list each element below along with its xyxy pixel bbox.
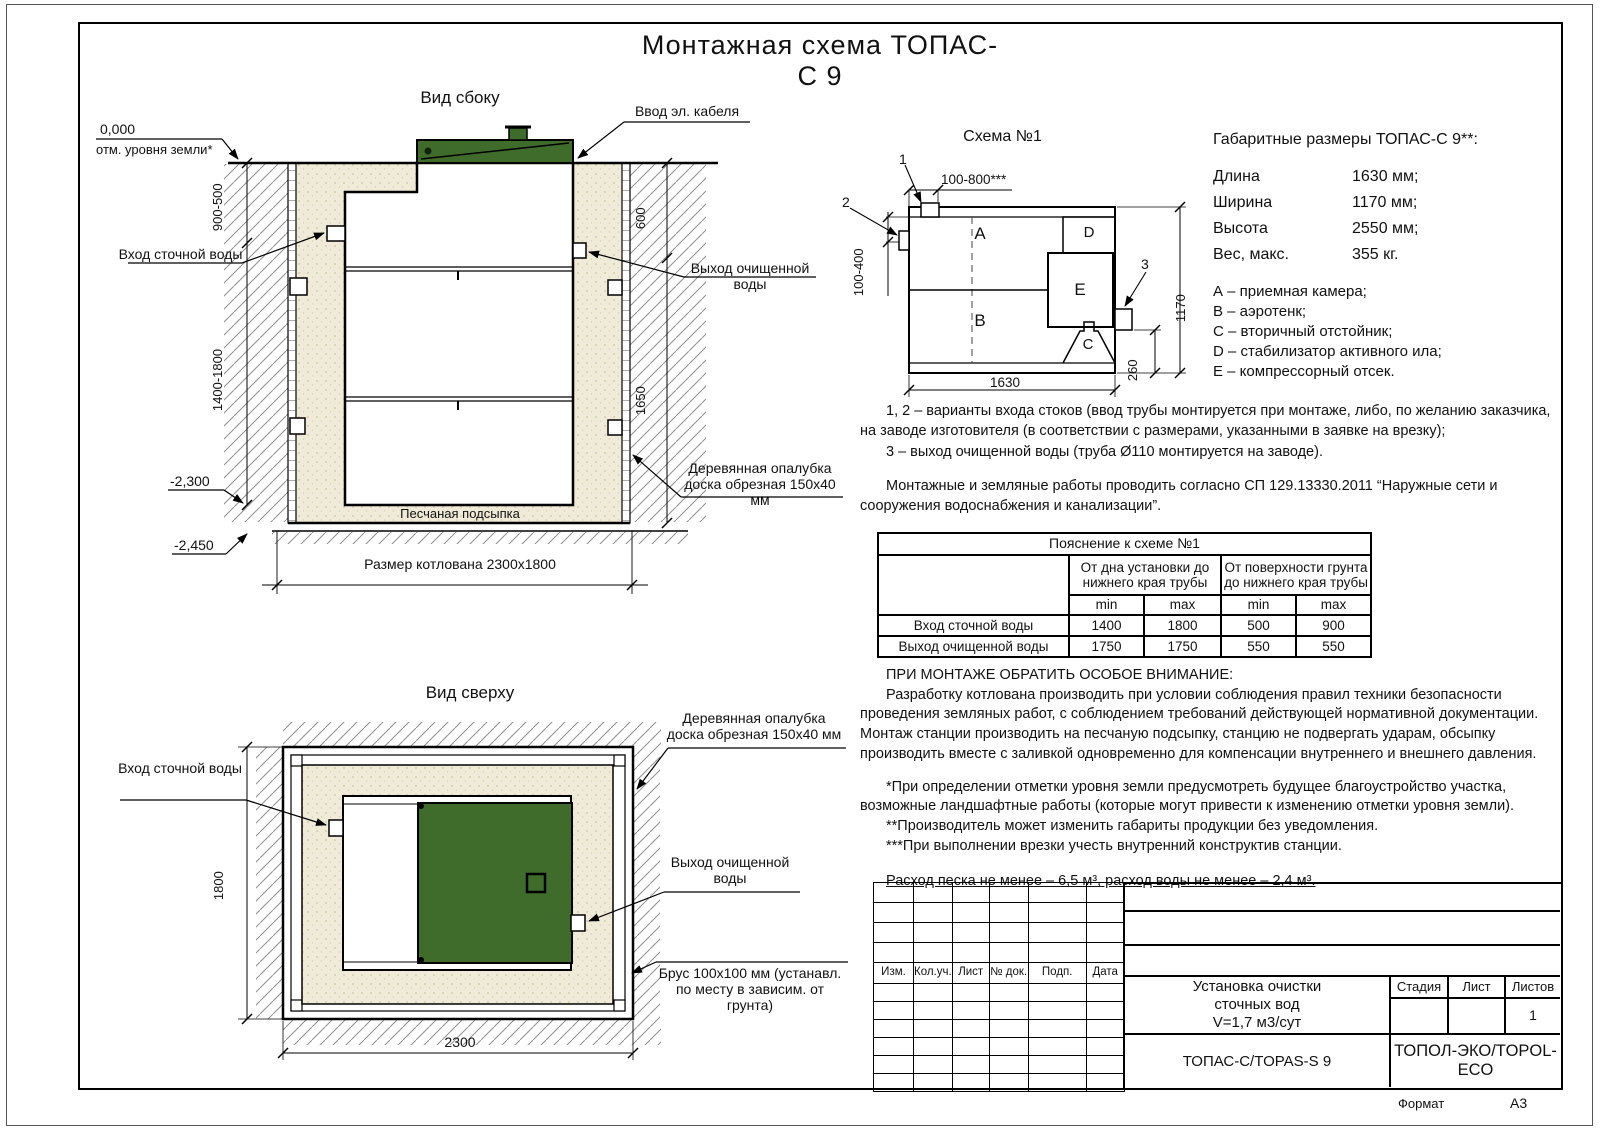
sv-outlet-label: Выход очищенной воды <box>690 260 810 293</box>
stamp-revision-grid <box>873 882 1125 1092</box>
stamp-company: ТОПОЛ-ЭКО/TOPOL-ECO <box>1394 1042 1557 1079</box>
scheme1-title: Схема №1 <box>963 128 1042 145</box>
dim-260: 260 <box>1124 359 1140 382</box>
stamp-col-izm: Изм. <box>874 963 914 984</box>
table-group2-header: От поверхности грунта до нижнего края трубы <box>1221 555 1371 595</box>
compartment-d: D <box>1083 224 1095 241</box>
ground-note-label: отм. уровня земли* <box>96 142 213 157</box>
dim-1170: 1170 <box>1172 294 1188 323</box>
stamp-col-list: Лист <box>952 963 989 984</box>
table-cell: 1750 <box>1144 636 1221 657</box>
footnote-2: **Производитель может изменить габариты продукции без уведомления. <box>886 818 1379 835</box>
compartment-e: E <box>1074 280 1086 299</box>
panel-row-label: Ширина <box>1213 194 1273 211</box>
legend-d: D – стабилизатор активного ила; <box>1213 343 1442 360</box>
legend-c: С – вторичный отстойник; <box>1213 323 1393 340</box>
stamp-doc-title-line3: V=1,7 м3/сут <box>1212 1014 1302 1031</box>
legend-e: Е – компрессорный отсек. <box>1213 363 1395 380</box>
table-max-header: max <box>1144 595 1221 615</box>
note-sp: Монтажные и земляные работы проводить согласно СП 129.13330.2011 “Наружные сети и сооружения водоснабжения и канализации”. <box>860 478 1498 514</box>
stamp-main-block <box>1123 882 1563 1090</box>
note-3: 3 – выход очищенной воды (труба Ø110 монтируется на заводе). <box>886 444 1323 461</box>
cable-entry-label: Ввод эл. кабеля <box>634 103 740 119</box>
panel-row-value: 1630 мм; <box>1352 168 1419 185</box>
sv-inlet-label: Вход сточной воды <box>118 246 243 262</box>
sv-formwork-label: Деревянная опалубка доска обрезная 150x40 мм <box>684 460 836 509</box>
table-row-label: Выход очищенной воды <box>878 636 1069 657</box>
tv-inlet-label: Вход сточной воды <box>118 760 242 776</box>
attention-p1: Разработку котлована производить при условии соблюдения правил техники безопасности проведения земляных работ, с соблюдением требований действующей нормативной документации. Монтаж станции производить на песчаную подсыпку, станцию не подвергать ударам, обсыпку производить вместе с заливкой одновременно для компенсации внутреннего и внешнего давления. <box>860 686 1539 762</box>
table-cell: 1750 <box>1069 636 1144 657</box>
legend-b: В – аэротенк; <box>1213 303 1307 320</box>
table-cell: 500 <box>1221 615 1296 636</box>
side-view-drawing <box>96 122 843 594</box>
panel-row-value: 1170 мм; <box>1352 194 1418 211</box>
legend-a: А – приемная камера; <box>1213 283 1367 300</box>
stamp-sheets-value: 1 <box>1529 1007 1537 1023</box>
table-min-header: min <box>1069 595 1144 615</box>
stamp-col-dok: № док. <box>989 963 1028 984</box>
consumption-note: Расход песка не менее – 6,5 м³, расход воды не менее – 2,4 м³. <box>886 873 1316 890</box>
panel-row-label: Высота <box>1213 220 1268 237</box>
marker-1: 1 <box>899 151 907 167</box>
table-cell: 550 <box>1221 636 1296 657</box>
level-minus-2450-label: -2,450 <box>174 537 214 553</box>
side-view-title: Вид сбоку <box>420 88 500 107</box>
panel-row-label: Вес, макс. <box>1213 246 1289 263</box>
explanation-table <box>877 532 1372 658</box>
table-cell: 1800 <box>1144 615 1221 636</box>
footnote-3: ***При выполнении врезки учесть внутренний конструктив станции. <box>886 837 1342 854</box>
dim-600: 600 <box>632 207 648 230</box>
stamp-col-koluch: Кол.уч. <box>914 963 953 984</box>
level-minus-2300-label: -2,300 <box>170 473 210 489</box>
table-min-header: min <box>1221 595 1296 615</box>
dim-1650: 1650 <box>632 386 648 416</box>
tv-outlet-label: Выход очищенной воды <box>670 854 790 887</box>
attention-title: ПРИ МОНТАЖЕ ОБРАТИТЬ ОСОБОЕ ВНИМАНИЕ: <box>886 667 1234 683</box>
table-cell: 1400 <box>1069 615 1144 636</box>
format-label: Формат <box>1398 1096 1445 1111</box>
dim-1400-1800: 1400-1800 <box>209 348 225 412</box>
tv-beam-label: Брус 100x100 мм (устанавл. по месту в зависим. от грунта) <box>658 965 842 1014</box>
dim-900-500: 900-500 <box>209 183 225 232</box>
table-row-label: Вход сточной воды <box>878 615 1069 636</box>
compartment-a: A <box>974 224 986 243</box>
stamp-doc-title-line2: сточных вод <box>1214 996 1300 1013</box>
panel-row-value: 355 кг. <box>1352 246 1399 263</box>
table-cell: 550 <box>1296 636 1371 657</box>
stamp-doc-title <box>1125 977 1389 1033</box>
page-title: Монтажная схема ТОПАС-С 9 <box>641 30 999 92</box>
compartment-c: C <box>1082 336 1094 353</box>
panel-row-label: Длина <box>1213 168 1260 185</box>
dim-100-400: 100-400 <box>850 248 866 297</box>
marker-2: 2 <box>842 194 850 210</box>
top-view-title: Вид сверху <box>425 683 515 702</box>
stamp-model: ТОПАС-С/TOPAS-S 9 <box>1182 1052 1332 1070</box>
level-zero-label: 0,000 <box>100 121 136 137</box>
dim-100-800: 100-800*** <box>941 172 1007 187</box>
stamp-stage-label: Стадия <box>1396 978 1442 994</box>
stamp-col-data: Дата <box>1086 963 1124 984</box>
note-1-2: 1, 2 – варианты входа стоков (ввод трубы монтируется при монтаже, либо, по желанию заказчика, на заводе изготовителя (в соответствии с размерами, указанными в заявке на врезку); <box>860 403 1551 439</box>
notes-block <box>860 402 1563 517</box>
table-cell: 900 <box>1296 615 1371 636</box>
stamp-col-podp: Подп. <box>1028 963 1086 984</box>
panel-title: Габаритные размеры ТОПАС-С 9**: <box>1213 131 1478 148</box>
pit-size-label: Размер котлована 2300x1800 <box>364 556 556 572</box>
compartment-b: B <box>974 311 986 330</box>
format-value: А3 <box>1510 1095 1528 1111</box>
table-group1-header: От дна установки до нижнего края трубы <box>1069 555 1221 595</box>
dim-1800: 1800 <box>210 871 226 901</box>
table-title: Пояснение к схеме №1 <box>878 533 1371 555</box>
sand-bed-label: Песчаная подсыпка <box>400 506 520 521</box>
tv-formwork-label: Деревянная опалубка доска обрезная 150x40 мм <box>666 710 842 743</box>
stamp-doc-title-line1: Установка очистки <box>1192 978 1322 995</box>
stamp-sheets-label: Листов <box>1511 978 1555 994</box>
dim-2300: 2300 <box>444 1034 476 1050</box>
footnote-1: *При определении отметки уровня земли предусмотреть будущее благоустройство участка, возможные ландшафтные работы (которые могут привести к изменению отметки уровня земли). <box>860 778 1515 815</box>
marker-3: 3 <box>1141 256 1149 272</box>
stamp-sheet-label: Лист <box>1462 978 1491 994</box>
table-corner-cell <box>878 555 1069 615</box>
attention-block <box>860 666 1562 892</box>
dim-1630: 1630 <box>989 375 1021 390</box>
panel-row-value: 2550 мм; <box>1352 220 1419 237</box>
table-max-header: max <box>1296 595 1371 615</box>
